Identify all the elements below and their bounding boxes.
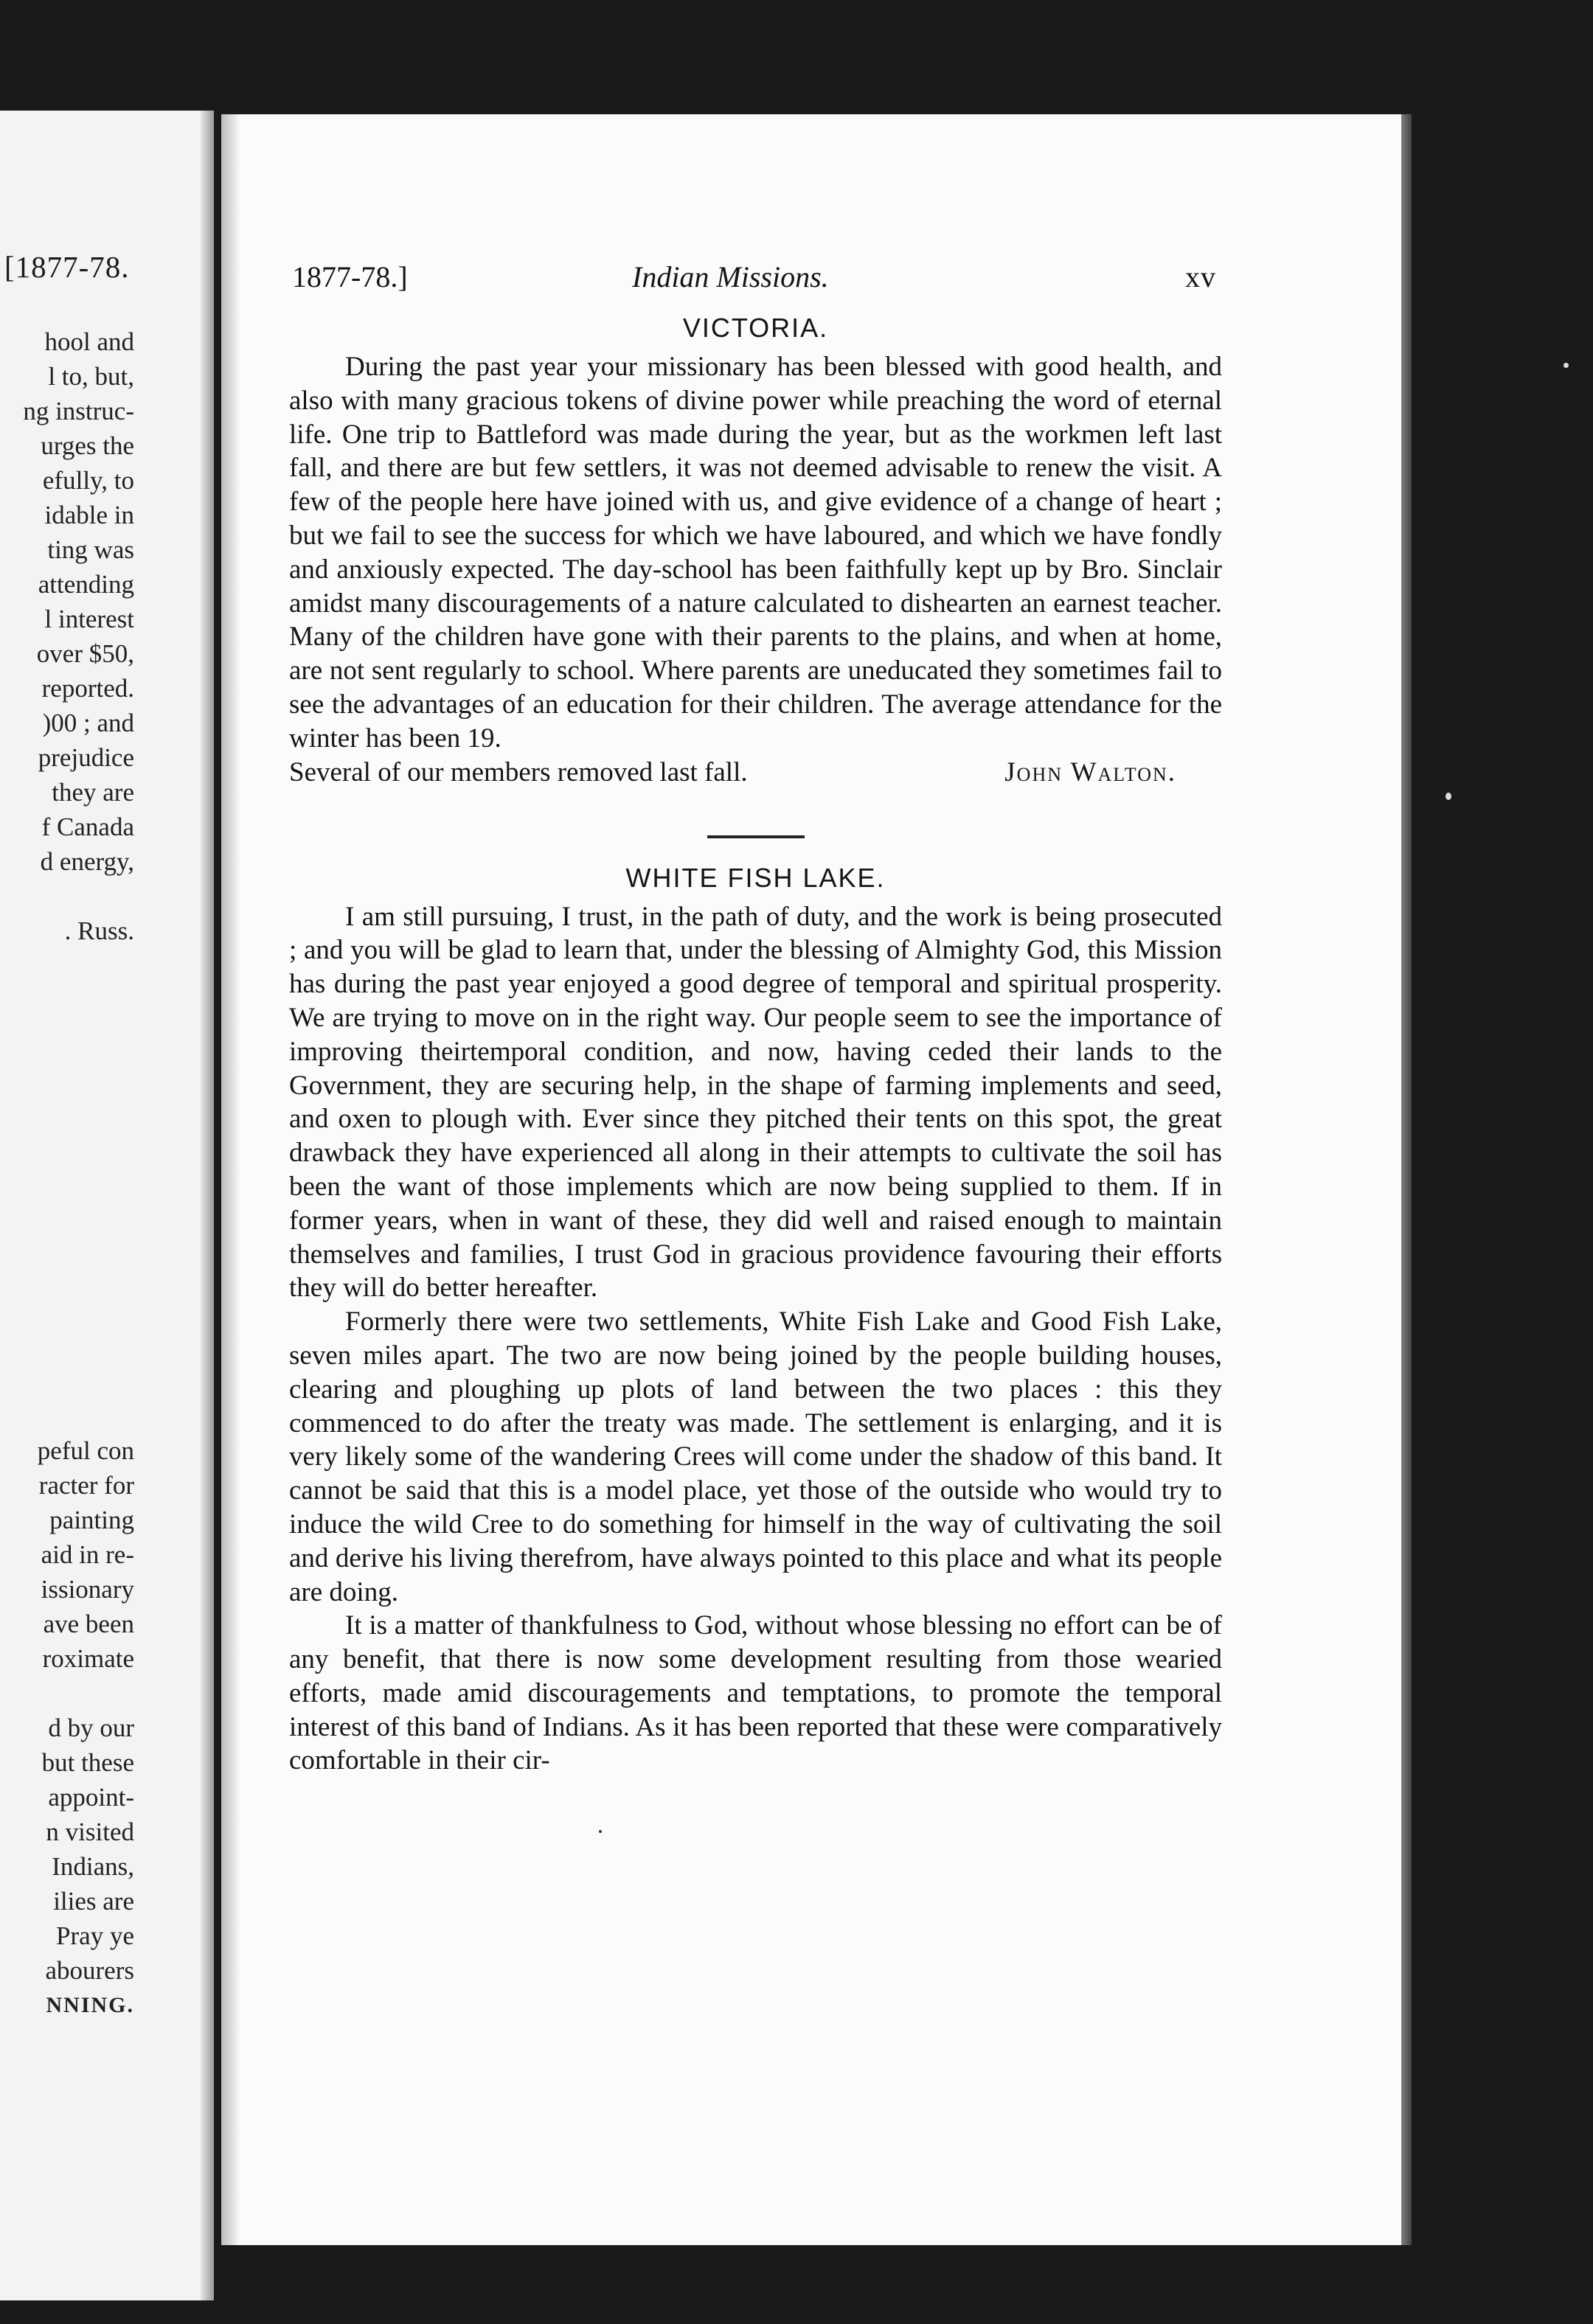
left-page-gutter-shadow bbox=[201, 111, 214, 2300]
section-heading: WHITE FISH LAKE. bbox=[625, 862, 886, 893]
left-page-line: Pray ye bbox=[56, 1921, 134, 1950]
left-page-line: idable in bbox=[44, 501, 134, 529]
section-divider bbox=[707, 835, 805, 838]
left-page-line: but these bbox=[41, 1748, 134, 1777]
left-page-line: aid in re- bbox=[41, 1540, 134, 1569]
left-page-line: urges the bbox=[41, 431, 134, 460]
left-page-line bbox=[23, 1676, 134, 1711]
left-page-line: abourers bbox=[45, 1956, 134, 1985]
left-page-line bbox=[23, 948, 134, 983]
left-page-line: ilies are bbox=[53, 1887, 134, 1916]
left-page-line: l interest bbox=[44, 605, 134, 633]
running-head-year: 1877-78.] bbox=[292, 260, 408, 293]
section-heading: VICTORIA. bbox=[682, 313, 829, 343]
paragraph: It is a matter of thankfulness to God, without whose blessing no effort can be of any benefit, that there is now some development resulting from those wearied efforts, made amid discouragements and temptations, to promote the temporal interest of this band of Indians. As it has been reported that these were comparatively comfortable in their cir- bbox=[289, 1610, 1222, 1776]
left-page-line bbox=[23, 1156, 134, 1191]
left-page-line bbox=[23, 1399, 134, 1433]
page-speck bbox=[599, 1830, 602, 1833]
left-page-line bbox=[23, 1260, 134, 1295]
left-page-line: )00 ; and bbox=[42, 709, 134, 737]
left-page-line: NNING. bbox=[46, 1993, 134, 2017]
left-page-line: . Russ. bbox=[64, 916, 134, 945]
left-page-line: peful con bbox=[37, 1436, 134, 1465]
left-page-line: d energy, bbox=[40, 847, 134, 876]
left-page-line bbox=[23, 1191, 134, 1225]
page-text-block bbox=[289, 254, 1222, 1778]
left-page-line: l to, but, bbox=[48, 362, 134, 391]
left-page-line: appoint- bbox=[48, 1783, 134, 1812]
section-victoria bbox=[289, 306, 1222, 790]
left-page-line bbox=[23, 1295, 134, 1329]
left-page-line: reported. bbox=[41, 674, 134, 703]
left-page-line bbox=[23, 879, 134, 914]
left-page-line: ng instruc- bbox=[23, 397, 134, 425]
running-head bbox=[289, 254, 1222, 306]
left-page-line-ends bbox=[23, 324, 134, 2022]
left-page-line: efully, to bbox=[42, 466, 134, 495]
right-page-binding-shadow bbox=[221, 114, 240, 2245]
left-page-line: attending bbox=[38, 570, 134, 599]
left-page-line: n visited bbox=[46, 1817, 134, 1846]
left-page-line bbox=[23, 1017, 134, 1052]
left-page-line: d by our bbox=[48, 1714, 134, 1742]
left-page-line: f Canada bbox=[41, 813, 134, 841]
left-page-line bbox=[23, 1225, 134, 1260]
paragraph: Formerly there were two settlements, White Fish Lake and Good Fish Lake, seven miles apart. The two are now being joined by the people building houses, clearing and ploughing up plots of land between the two places : this they commenced to do after the treaty was made. The settlement is enlarging, and it is very likely some of the wandering Crees will come under the shadow of this band. It cannot be said that this is a model place, yet those of the outside who would try to induce the wild Cree to do something for himself in the way of cultivating the soil and derive his living therefrom, have always pointed to this place and what its people are doing. bbox=[289, 1307, 1222, 1607]
left-page-line: they are bbox=[52, 778, 134, 807]
left-page-line: issionary bbox=[41, 1575, 134, 1604]
left-page-line bbox=[23, 1121, 134, 1156]
left-page-line: hool and bbox=[44, 327, 134, 356]
left-page-line: ting was bbox=[47, 535, 134, 564]
left-page-line bbox=[23, 1052, 134, 1087]
left-page-line: Indians, bbox=[52, 1852, 134, 1881]
paragraph: I am still pursuing, I trust, in the path of duty, and the work is being prosecuted ; and you will be glad to learn that, under the blessing of Almighty God, this Mission has during the past year enjoyed a good degree of temporal and spiritual prosperity. We are trying to move on in the right way. Our people seem to see the importance of improving theirtemporal condition, and now, having ceded their lands to the Government, they are securing help, in the shape of farming implements and seed, and oxen to plough with. Ever since they pitched their tents on this spot, the great drawback they have experienced all along in their attempts to cultivate the soil has been the want of those implements which are now being supplied to them. If in former years, when in want of these, they did well and raised enough to maintain themselves and families, I trust God in gracious providence favouring their efforts they will do better hereafter. bbox=[289, 901, 1222, 1304]
left-page-line: roximate bbox=[42, 1644, 134, 1673]
running-head-title: Indian Missions. bbox=[632, 260, 829, 293]
page-speck bbox=[1446, 793, 1451, 800]
left-page-line bbox=[23, 1364, 134, 1399]
left-page-line bbox=[23, 1087, 134, 1121]
left-page-line bbox=[23, 1329, 134, 1364]
page-speck bbox=[1564, 363, 1569, 368]
left-page-header: [1877-78. bbox=[4, 250, 130, 284]
left-page-line: painting bbox=[49, 1506, 134, 1534]
left-page-fragment bbox=[0, 111, 214, 2300]
left-page-line: ave been bbox=[43, 1610, 134, 1638]
section-white-fish-lake bbox=[289, 856, 1222, 1778]
left-page-line: over $50, bbox=[36, 639, 134, 668]
left-page-line bbox=[23, 983, 134, 1017]
last-line: Several of our members removed last fall. bbox=[289, 756, 748, 787]
paragraph: During the past year your missionary has been blessed with good health, and also with many gracious tokens of divine power while preaching the word of eternal life. One trip to Battleford was made during the year, but as the workmen left last fall, and there are but few settlers, it was not deemed advisable to renew the visit. A few of the people here have joined with us, and give evidence of a change of heart ; but we fail to see the success for which we have laboured, and which we have fondly and anxiously expected. The day-school has been faithfully kept up by Bro. Sinclair amidst many discouragements of a nature calculated to dishearten an earnest teacher. Many of the children have gone with their parents to the plains, and when at home, are not sent regularly to school. Where parents are uneducated they sometimes fail to see the advantages of an education for their children. The average attendance for the winter has been 19. bbox=[289, 352, 1222, 754]
left-page-line: prejudice bbox=[38, 743, 134, 772]
signature: John Walton. bbox=[1004, 756, 1176, 787]
right-page-edge bbox=[1401, 114, 1412, 2245]
closing-line bbox=[289, 756, 1222, 790]
left-page-line: racter for bbox=[38, 1471, 134, 1500]
page-number: xv bbox=[1185, 260, 1216, 293]
